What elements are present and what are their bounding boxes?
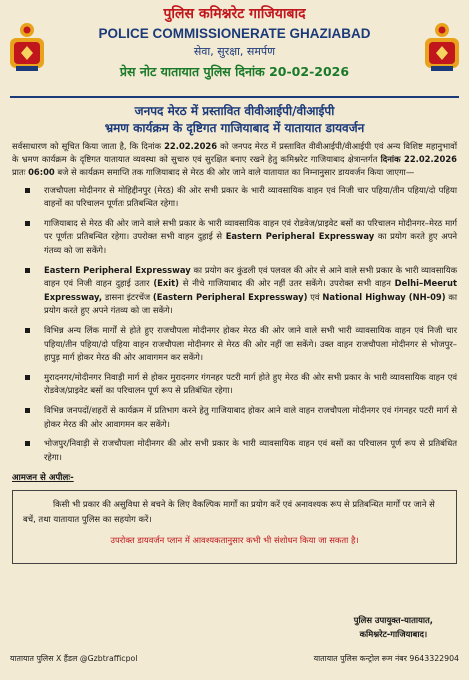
signature-block (354, 613, 433, 641)
point-highlight: Eastern Peripheral Expressway (44, 264, 191, 275)
bullet-icon (25, 188, 30, 193)
press-note-title: प्रेस नोट यातायात पुलिस दिनांक 20-02-2026 (119, 64, 350, 79)
up-police-emblem-icon (6, 20, 48, 74)
point-text: भोजपुर/निवाड़ी से राजचौपला मोदीनगर की ओर सभी प्रकार के भारी व्यावसायिक वाहन एवं बसों का परिचालन पूर्ण रूप से प्रतिबंधित रहेगा। (44, 438, 457, 462)
signatory-designation: पुलिस उपायुक्त-यातायात, (353, 615, 433, 625)
title-english: POLICE COMMISSIONERATE GHAZIABAD (98, 26, 371, 41)
point-text: का प्रयोग करते हुए अपने गंतव्य को जा सकेंगे। (44, 231, 457, 255)
subject-line-2: भ्रमण कार्यक्रम के दृष्टिगत गाजियाबाद में यातायात डायवर्जन (104, 121, 365, 135)
point-text: डासना इंटरचेंज (102, 291, 153, 302)
footer-x-handle: यातायात पुलिस X हैंडल @Gzbtrafficpol (10, 654, 138, 663)
list-item (12, 324, 457, 365)
point-text: राजचौपला मोदीनगर से मोहिद्दीनपुर (मेरठ) की ओर सभी प्रकार के भारी व्यावसायिक वाहन एवं निजी चार पहिया/तीन पहिया/दो पहिया वाहनों का परिचालन पूर्णतः प्रतिबन्धित रहेगा। (44, 184, 457, 209)
point-highlight: Delhi–Meerut Expressway, (44, 278, 457, 302)
footer (0, 654, 469, 664)
appeal-title: आमजन से अपीलः- (12, 473, 74, 484)
point-highlight: Eastern Peripheral Expressway (225, 231, 375, 242)
motto: सेवा, सुरक्षा, समर्पण (193, 45, 276, 58)
bullet-icon (25, 221, 30, 226)
list-item (12, 264, 457, 318)
intro-time: 06:00 (28, 167, 55, 178)
bullet-icon (25, 328, 30, 333)
list-item (12, 217, 457, 258)
bullet-icon (25, 375, 30, 380)
letterhead (0, 0, 469, 96)
bullet-icon (25, 441, 30, 446)
intro-date-2: दिनांक 22.02.2026 (380, 154, 457, 165)
subject (0, 103, 469, 137)
point-text: विभिन्न जनपदों/शहरों से कार्यक्रम में प्रतिभाग करने हेतु गाजियाबाद होकर आने वाले वाहन राजचौपला मोदीनगर एवं गंगनहर पटरी मार्ग से होकर मेरठ की ओर आवागमन कर सकेंगे। (44, 404, 457, 429)
intro-text-2: को जनपद मेरठ में प्रस्तावित वीवीआईपी/वीआईपी एवं अन्य विशिष्ट महानुभावों के भ्रमण कार्यक्रम के दृष्टिगत यातायात व्यवस्था को सुचारु एवं सुरक्षित बनाए रखने हेतु कमिश्नरेट गाजियाबाद क्षेत्रान्तर्गत (12, 141, 457, 165)
point-highlight: National Highway (NH-09) (322, 291, 446, 302)
up-police-emblem-icon (421, 20, 463, 74)
list-item (12, 404, 457, 431)
footer-control-room: यातायात पुलिस कन्ट्रोल रूम नंबर 9643322904 (313, 654, 459, 663)
intro-text-3: प्रातः (12, 167, 29, 178)
point-highlight: (Exit) (153, 278, 179, 289)
header-divider (10, 96, 459, 98)
title-hindi: पुलिस कमिश्नरेट गाजियाबाद (163, 6, 306, 22)
point-text: का प्रयोग करते हुए अपने गंतव्य को जा सकेंगे। (44, 291, 458, 316)
bullet-icon (25, 408, 30, 413)
signatory-office: कमिश्नरेट-गाजियाबाद। (359, 629, 428, 639)
point-text: मुरादनगर/मोदीनगर निवाड़ी मार्ग से होकर मुरादनगर गंगनहर पटरी मार्ग होते हुए मेरठ की ओर सभी प्रकार के भारी व्यावसायिक वाहन एवं रोडवेज/प्राइवेट बसों का परिचालन पूर्ण रूप से प्रतिबंधित रहेगा। (44, 371, 457, 396)
list-item (12, 437, 457, 464)
amendment-note: उपरोक्त डायवर्जन प्लान में आवश्यकतानुसार कभी भी संशोधन किया जा सकता है। (110, 535, 359, 546)
appeal-box (12, 490, 457, 564)
point-highlight: (Eastern Peripheral Expressway) (152, 291, 308, 302)
subject-line-1: जनपद मेरठ में प्रस्तावित वीवीआईपी/वीआईपी (134, 104, 335, 118)
point-text: गाजियाबाद से मेरठ की ओर जाने वाले सभी प्रकार के भारी व्यावसायिक वाहन एवं रोडवेज/प्राइवेट बसों का परिचालन मोदीनगर–मेरठ मार्ग पर पूर्णतः प्रतिबन्धित रहेगा। उपरोक्त सभी वाहन दुहाई से (44, 217, 457, 242)
point-text: एवं (307, 291, 323, 302)
list-item (12, 184, 457, 211)
point-text: का प्रयोग कर कुंडली एवं पलवल की ओर से आने वाले सभी प्रकार के भारी व्यावसायिक वाहन एवं निजी वाहन दुहाई उतार (44, 264, 457, 289)
point-text: से नीचे गाजियाबाद की ओर नहीं उतर सकेंगे। उपरोक्त सभी वाहन (178, 278, 395, 289)
list-item (12, 371, 457, 398)
intro-text-1: सर्वसाधारण को सूचित किया जाता है, कि दिनांक (12, 141, 165, 151)
diversion-list (0, 180, 469, 465)
point-text: विभिन्न अन्य लिंक मार्गों से होते हुए राजचौपला मोदीनगर होकर मेरठ की ओर जाने वाले सभी भारी व्यावसायिक वाहन एवं निजी चार पहिया/तीन पहिया/दो पहिया वाहन राजचौपला मोदीनगर से मेरठ की ओर नहीं जा सकेंगे। उक्त वाहन राजचौपला मोदीनगर से भोजपुर–हापुड़ मार्ग होकर मेरठ की ओर आवागमन कर सकेंगे। (44, 324, 457, 363)
intro-date-1: 22.02.2026 (164, 141, 218, 151)
intro-text-4: बजे से कार्यक्रम समाप्ति तक गाजियाबाद से मेरठ की ओर जाने वाले यातायात का निम्नानुसार डायवर्जन किया जाएगा— (54, 167, 415, 178)
bullet-icon (25, 268, 30, 273)
intro-paragraph (0, 137, 469, 180)
appeal-text: किसी भी प्रकार की असुविधा से बचने के लिए वैकल्पिक मार्गों का प्रयोग करें एवं अनावश्यक रूप से प्रतिबन्धित मार्गों पर जाने से बचें, तथा यातायात पुलिस का सहयोग करें। (23, 499, 435, 525)
